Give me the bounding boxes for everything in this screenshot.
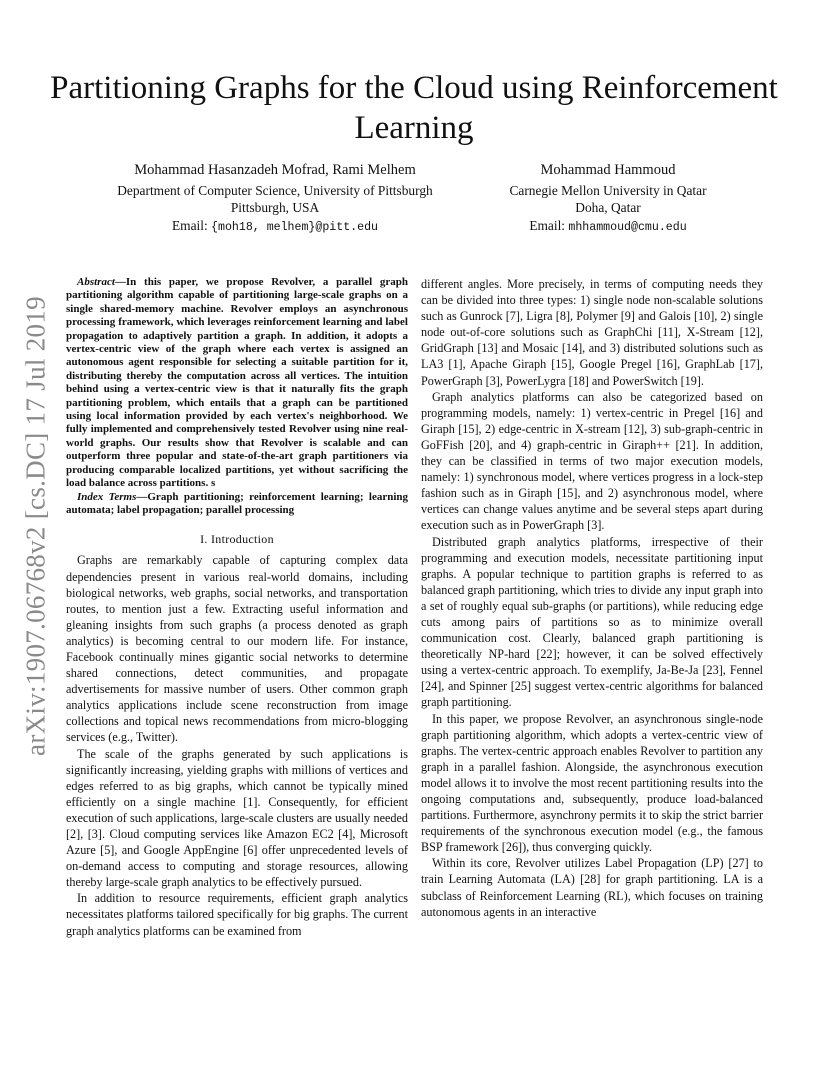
intro-paragraph-1: Graphs are remarkably capable of capturing complex data dependencies present in various real-world domains, including biological networks, web graphs, social networks, and transportation routes, to mention just a few. Extracting useful information and gleaning insights from such graphs (a process denoted as graph analytics) is becoming central to our modern life. For instance, Facebook continually mines gigantic social networks to determine shared connections, detect communities, and propagate advertisements for massive number of users. Other common graph analytics applications include scene reconstruction from image collections and topical news recommendations from micro-blogging services (e.g., Twitter). — [66, 553, 408, 745]
author-email[interactable]: {moh18, melhem}@pitt.edu — [211, 220, 379, 234]
author-block-1 — [110, 162, 440, 236]
right-paragraph-1: different angles. More precisely, in terms of computing needs they can be divided into three types: 1) single node non-scalable solutions such as Gunrock [7], Ligra [8], Polymer [9] and Galois [10], 2) single node out-of-core solutions such as GraphChi [11], X-Stream [12], GridGraph [13] and Mosaic [14], and 3) distributed solutions such as LA3 [1], Apache Giraph [15], Google Pregel [16], GraphLab [17], PowerGraph [3], PowerLygra [18] and PowerSwitch [19]. — [421, 277, 763, 388]
intro-paragraph-3: In addition to resource requirements, efficient graph analytics necessitates platforms tailored specifically for big graphs. The current graph analytics platforms can be examined from — [66, 891, 408, 938]
author-email-line — [110, 217, 440, 237]
right-paragraph-2: Graph analytics platforms can also be categorized based on programming models, namely: 1) vertex-centric in Pregel [16] and Giraph [15], 2) edge-centric in X-stream [12], 3) sub-graph-centric in GoFFish [20], and 4) graph-centric in Giraph++ [21]. In addition, they can be classified in terms of two major execution models, namely: 1) synchronous model, where vertices progress in a lock-step fashion such as in Giraph [15], and 2) asynchronous model, where vertices can change values anytime and be several steps apart during execution such as in PowerGraph [3]. — [421, 389, 763, 533]
abstract-text: —In this paper, we propose Revolver, a parallel graph partitioning algorithm capable of partitioning large-scale graphs on a single shared-memory machine. Revolver employs an asynchronous processing framework, which leverages reinforcement learning and label propagation to adaptively partition a graph. In addition, it adopts a vertex-centric view of the graph where each vertex is assigned an autonomous agent responsible for selecting a suitable partition for it, distributing thereby the computation across all vertices. The intuition behind using a vertex-centric view is that it naturally fits the graph partitioning problem, which entails that a graph can be partitioned using local information provided by each vertex's neighborhood. We fully implemented and comprehensively tested Revolver using nine real-world graphs. Our results show that Revolver is scalable and can outperform three popular and state-of-the-art graph partitioners via producing comparable localized partitions, yet without sacrificing the load balance across partitions. s — [66, 276, 408, 490]
left-column — [66, 276, 408, 939]
abstract — [66, 276, 408, 491]
author-email-line — [483, 217, 733, 237]
email-label: Email: — [529, 217, 569, 233]
index-terms-text: —Graph partitioning; reinforcement learning; learning automata; label propagation; parallel processing — [66, 490, 408, 516]
email-label: Email: — [171, 217, 212, 233]
right-paragraph-3: Distributed graph analytics platforms, irrespective of their programming and execution models, necessitate partitioning input graphs. A popular technique to partition graphs is referred to as balanced graph partitioning, which tries to divide any input graph into a set of roughly equal sub-graphs (or partitions), while reducing edge cuts among pairs of partitions so as to minimize overall communication cost. Clearly, balanced graph partitioning is theoretically NP-hard [22]; however, it can be solved effectively using a vertex-centric approach. To exemplify, Ja-Be-Ja [23], Fennel [24], and Spinner [25] suggest vertex-centric algorithms for balanced graph partitioning. — [421, 534, 763, 710]
abstract-label: Abstract — [77, 276, 115, 288]
right-paragraph-4: In this paper, we propose Revolver, an asynchronous single-node graph partitioning algorithm, which adopts a vertex-centric view of graphs. The vertex-centric approach enables Revolver to partition any graph in a parallel fashion. Alongside, the asynchronous execution model allows it to involve the most recent partitioning results into the ongoing computations and, subsequently, produce load-balanced partitions. Furthermore, asynchrony permits it to skip the strict barrier requirements of the synchronous execution model (e.g., the famous BSP framework [26]), thus converging quickly. — [421, 711, 763, 855]
author-block-2 — [483, 162, 733, 236]
index-terms — [66, 491, 408, 518]
right-column — [421, 276, 763, 920]
author-email[interactable]: mhhammoud@cmu.edu — [568, 220, 687, 234]
section-heading: I. Introduction — [200, 532, 274, 547]
author-names: Mohammad Hammoud — [540, 162, 676, 178]
index-terms-label: Index Terms — [77, 490, 137, 503]
author-location: Pittsburgh, USA — [230, 200, 320, 215]
author-names: Mohammad Hasanzadeh Mofrad, Rami Melhem — [134, 162, 416, 178]
right-paragraph-5: Within its core, Revolver utilizes Label Propagation (LP) [27] to train Learning Automata (LA) [28] for graph partitioning. LA is a subclass of Reinforcement Learning (RL), which focuses on training autonomous agents in an interactive — [421, 856, 763, 919]
paper-title: Partitioning Graphs for the Cloud using Reinforcement Learning — [50, 70, 778, 146]
author-location: Doha, Qatar — [575, 200, 641, 215]
author-affiliation: Department of Computer Science, University of Pittsburgh — [117, 182, 433, 198]
arxiv-watermark: arXiv:1907.06768v2 [cs.DC] 17 Jul 2019 — [20, 296, 51, 756]
author-affiliation: Carnegie Mellon University in Qatar — [509, 182, 707, 198]
intro-paragraph-2: The scale of the graphs generated by such applications is significantly increasing, yielding graphs with millions of vertices and edges referred to as big graphs, which cannot be typically mined efficiently on a single machine [1]. Consequently, for efficient execution of such applications, large-scale clusters are usually needed [2], [3]. Cloud computing services like Amazon EC2 [4], Microsoft Azure [5], and Google AppEngine [6] offer unprecedented levels of on-demand access to computing and storage resources, allowing thereby large-scale graph analytics to be effectively pursued. — [66, 746, 408, 890]
